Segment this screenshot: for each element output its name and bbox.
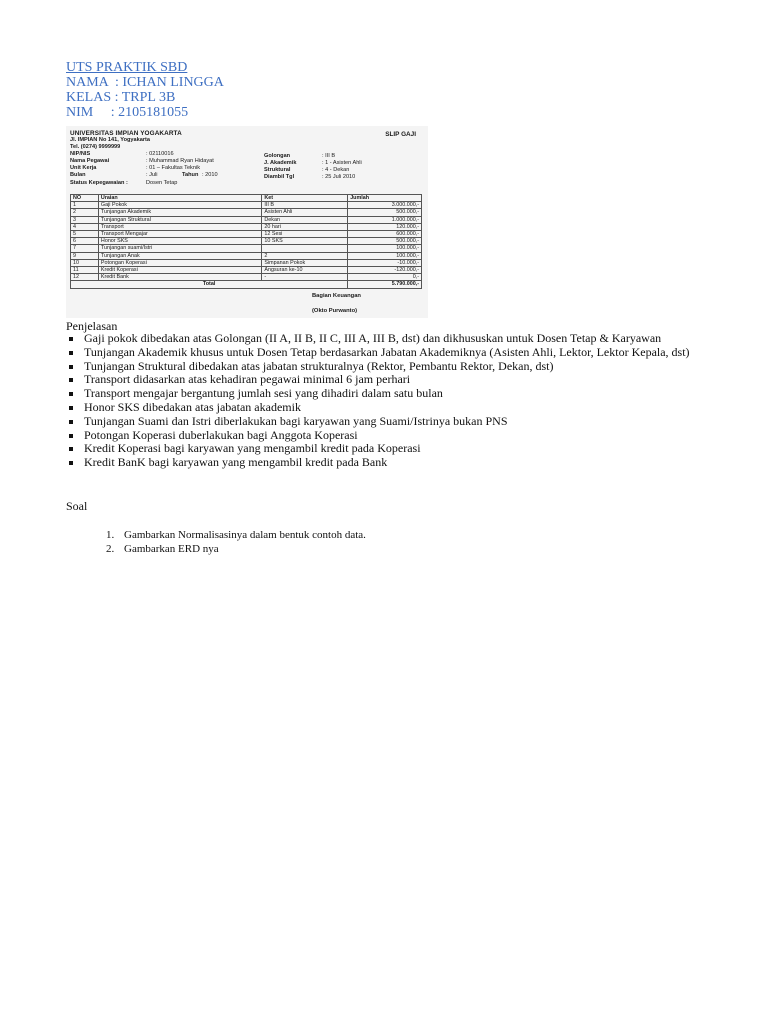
- slip-golongan-value: : III B: [322, 153, 336, 159]
- table-cell: 20 hari: [262, 223, 348, 230]
- table-cell: Tunjangan Anak: [98, 252, 261, 259]
- slip-signature-name: (Okto Purwanto): [312, 308, 358, 314]
- table-cell: Tunjangan suami/Istri: [98, 245, 261, 252]
- table-cell: Kredit Bank: [98, 274, 261, 281]
- slip-jakademik-value: : 1 - Asisten Ahli: [322, 160, 362, 166]
- bullet-icon: [69, 351, 73, 355]
- slip-unit-value: : 01 – Fakultas Teknik: [146, 165, 200, 171]
- bullet-icon: [69, 378, 73, 382]
- table-row: [71, 216, 422, 223]
- soal-list: [106, 529, 366, 556]
- slip-diambil-label: Diambil Tgl: [264, 174, 295, 180]
- table-cell: Angsuran ke-10: [262, 267, 348, 274]
- slip-unit-label: Unit Kerja: [70, 165, 97, 171]
- table-cell: 1.000.000,-: [348, 216, 422, 223]
- bullet-icon: [69, 434, 73, 438]
- question-text: Gambarkan Normalisasinya dalam bentuk contoh data.: [124, 529, 366, 541]
- table-cell: Tunjangan Akademik: [98, 209, 261, 216]
- table-cell: 120.000,-: [348, 223, 422, 230]
- slip-jakademik-label: J. Akademik: [264, 160, 297, 166]
- list-item: Kredit BanK bagi karyawan yang mengambil kredit pada Bank: [66, 456, 716, 470]
- slip-table-header-row: [71, 195, 422, 202]
- bullet-icon: [69, 406, 73, 410]
- table-cell: 12 Sesi: [262, 231, 348, 238]
- table-cell: 10 SKS: [262, 238, 348, 245]
- student-class: KELAS : TRPL 3B: [66, 90, 176, 105]
- slip-title: SLIP GAJI: [385, 131, 416, 138]
- table-row: [71, 259, 422, 266]
- slip-tahun-value: : 2010: [202, 172, 218, 178]
- slip-nama-value: : Muhammad Ryan Hidayat: [146, 158, 214, 164]
- slip-status-label: Status Kepegawaian :: [70, 180, 128, 186]
- column-header-no: NO: [71, 195, 99, 202]
- slip-signature-title: Bagian Keuangan: [312, 293, 361, 299]
- table-row: [71, 209, 422, 216]
- list-item: Kredit Koperasi bagi karyawan yang mengambil kredit pada Koperasi: [66, 442, 716, 456]
- table-cell: Transport: [98, 223, 261, 230]
- list-item: Gaji pokok dibedakan atas Golongan (II A, II B, II C, III A, III B, dst) dan dikhususkan untuk Dosen Tetap & Karyawan: [66, 332, 716, 346]
- table-cell: 10: [71, 259, 99, 266]
- slip-status-value: Dosen Tetap: [146, 180, 178, 186]
- table-cell: [262, 245, 348, 252]
- table-cell: 100.000,-: [348, 245, 422, 252]
- list-item: Transport mengajar bergantung jumlah sesi yang dihadiri dalam satu bulan: [66, 387, 716, 401]
- slip-table: [70, 194, 422, 289]
- bullet-icon: [69, 420, 73, 424]
- total-value: 5.790.000,-: [348, 281, 422, 288]
- table-cell: -120.000,-: [348, 267, 422, 274]
- table-cell: 1: [71, 202, 99, 209]
- table-total-row: [71, 281, 422, 288]
- penjelasan-heading: Penjelasan: [66, 319, 118, 333]
- table-cell: 2: [71, 209, 99, 216]
- document-header: [66, 60, 224, 120]
- table-row: [71, 202, 422, 209]
- question-number: 2.: [106, 542, 115, 555]
- bullet-icon: [69, 392, 73, 396]
- table-row: [71, 245, 422, 252]
- column-header-ket: Ket: [262, 195, 348, 202]
- list-item: Tunjangan Suami dan Istri diberlakukan bagi karyawan yang Suami/Istrinya bukan PNS: [66, 415, 716, 429]
- question-text: Gambarkan ERD nya: [124, 542, 219, 555]
- slip-phone: Tel. (0274) 9999999: [70, 144, 121, 150]
- table-row: [71, 238, 422, 245]
- list-item: Transport didasarkan atas kehadiran pegawai minimal 6 jam perhari: [66, 373, 716, 387]
- table-cell: 500.000,-: [348, 238, 422, 245]
- slip-struktural-label: Struktural: [264, 167, 291, 173]
- table-row: [71, 267, 422, 274]
- table-cell: Gaji Pokok: [98, 202, 261, 209]
- bullet-icon: [69, 365, 73, 369]
- table-cell: Honor SKS: [98, 238, 261, 245]
- table-cell: Transport Mengajar: [98, 231, 261, 238]
- table-cell: 6: [71, 238, 99, 245]
- slip-address: Jl. IMPIAN No 141, Yogyakarta: [70, 137, 150, 143]
- bullet-icon: [69, 337, 73, 341]
- slip-bulan-label: Bulan: [70, 172, 86, 178]
- table-cell: -10.000,-: [348, 259, 422, 266]
- table-cell: Kredit Koperasi: [98, 267, 261, 274]
- table-cell: 3: [71, 216, 99, 223]
- table-cell: 4: [71, 223, 99, 230]
- slip-tahun-label: Tahun: [182, 172, 199, 178]
- table-cell: 9: [71, 252, 99, 259]
- total-label: Total: [71, 281, 348, 288]
- table-cell: 5: [71, 231, 99, 238]
- student-name: NAMA : ICHAN LINGGA: [66, 75, 224, 90]
- slip-struktural-value: : 4 - Dekan: [322, 167, 350, 173]
- question-number: 1.: [106, 529, 115, 541]
- list-item: Honor SKS dibedakan atas jabatan akademik: [66, 401, 716, 415]
- table-row: [71, 223, 422, 230]
- table-cell: Tunjangan Struktural: [98, 216, 261, 223]
- slip-bulan-value: : Juli: [146, 172, 158, 178]
- table-cell: Simpanan Pokok: [262, 259, 348, 266]
- table-cell: Potongan Koperasi: [98, 259, 261, 266]
- table-cell: 0,-: [348, 274, 422, 281]
- doc-title-link[interactable]: UTS PRAKTIK SBD: [66, 60, 188, 75]
- list-item: [106, 543, 366, 557]
- table-row: [71, 231, 422, 238]
- table-cell: 11: [71, 267, 99, 274]
- list-item: [106, 529, 366, 543]
- table-cell: 2: [262, 252, 348, 259]
- table-cell: 600.000,-: [348, 231, 422, 238]
- table-cell: 100.000,-: [348, 252, 422, 259]
- salary-slip-image: [66, 126, 428, 318]
- bullet-icon: [69, 447, 73, 451]
- table-cell: Dekan: [262, 216, 348, 223]
- column-header-uraian: Uraian: [98, 195, 261, 202]
- slip-nip-label: NIP/NIS: [70, 151, 91, 157]
- slip-diambil-value: : 25 Juli 2010: [322, 174, 356, 180]
- table-row: [71, 252, 422, 259]
- list-item: Potongan Koperasi duberlakukan bagi Anggota Koperasi: [66, 429, 716, 443]
- soal-heading: Soal: [66, 499, 88, 513]
- column-header-jumlah: Jumlah: [348, 195, 422, 202]
- penjelasan-list: [66, 332, 716, 470]
- table-cell: 3.000.000,-: [348, 202, 422, 209]
- table-cell: 7: [71, 245, 99, 252]
- table-cell: 12: [71, 274, 99, 281]
- list-item: Tunjangan Akademik khusus untuk Dosen Tetap berdasarkan Jabatan Akademiknya (Asisten Ahli, Lektor, Lektor Kepala, dst): [66, 346, 716, 360]
- slip-nama-label: Nama Pegawai: [70, 158, 110, 164]
- slip-golongan-label: Golongan: [264, 153, 291, 159]
- slip-university: UNIVERSITAS IMPIAN YOGAKARTA: [70, 130, 182, 137]
- table-cell: Asisten Ahli: [262, 209, 348, 216]
- table-cell: III B: [262, 202, 348, 209]
- table-row: [71, 274, 422, 281]
- list-item: Tunjangan Struktural dibedakan atas jabatan strukturalnya (Rektor, Pembantu Rektor, Dekan, dst): [66, 360, 716, 374]
- table-cell: 500.000,-: [348, 209, 422, 216]
- slip-nip-value: : 02110016: [146, 151, 174, 157]
- table-cell: -: [262, 274, 348, 281]
- bullet-icon: [69, 461, 73, 465]
- student-nim: NIM : 2105181055: [66, 105, 189, 120]
